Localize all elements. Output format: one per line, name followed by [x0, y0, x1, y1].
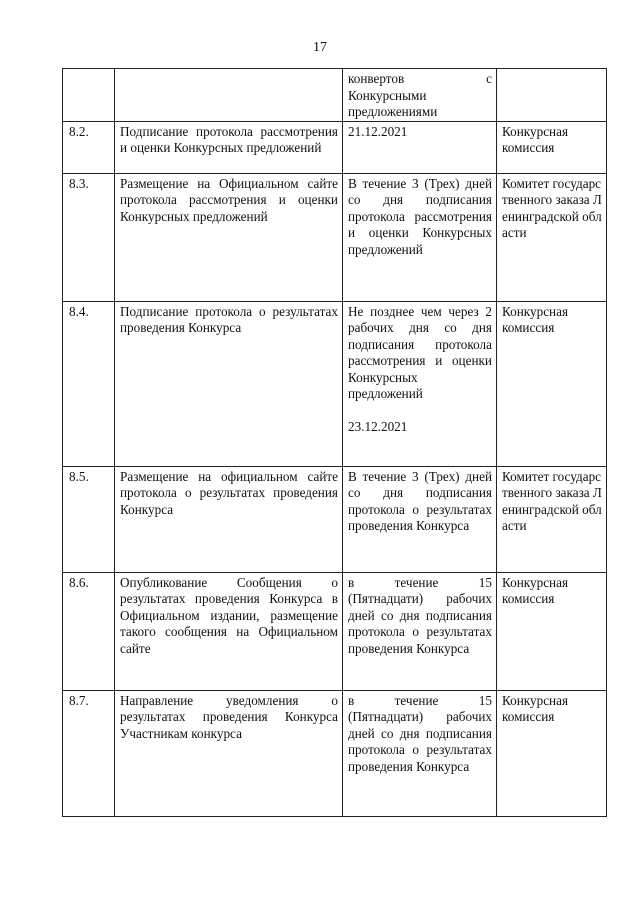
responsible-cell: Комитет государственного заказа Ленинградской области: [497, 173, 607, 301]
row-number: 8.4.: [63, 301, 115, 466]
deadline-cell: [343, 69, 497, 122]
row-number: 8.6.: [63, 572, 115, 690]
deadline-line: предложениями: [348, 104, 438, 119]
responsible-cell: Конкурсная комиссия: [497, 301, 607, 466]
event-cell: Размещение на официальном сайте протокола о результатах проведения Конкурса: [115, 466, 343, 572]
deadline-cell: в течение 15 (Пятнадцати) рабочих дней со дня подписания протокола о результатах проведения Конкурса: [343, 690, 497, 816]
row-number: [63, 69, 115, 122]
responsible-cell: Конкурсная комиссия: [497, 572, 607, 690]
event-cell: Подписание протокола рассмотрения и оценки Конкурсных предложений: [115, 121, 343, 173]
event-cell: Размещение на Официальном сайте протокола рассмотрения и оценки Конкурсных предложений: [115, 173, 343, 301]
table-row: [63, 121, 607, 173]
deadline-text: Не позднее чем через 2 рабочих дня со дня подписания протокола рассмотрения и оценки Конкурсных предложений: [348, 303, 492, 401]
deadline-cell: в течение 15 (Пятнадцати) рабочих дней со дня подписания протокола о результатах проведения Конкурса: [343, 572, 497, 690]
responsible-cell: Комитет государственного заказа Ленинградской области: [497, 466, 607, 572]
deadline-cell: 21.12.2021: [343, 121, 497, 173]
deadline-line: Конкурсными: [348, 87, 427, 103]
table-row: [63, 572, 607, 690]
deadline-cell: [343, 301, 497, 466]
deadline-date: 23.12.2021: [348, 418, 408, 434]
table-row: [63, 690, 607, 816]
row-number: 8.7.: [63, 690, 115, 816]
deadline-cell: В течение 3 (Трех) дней со дня подписания протокола о результатах проведения Конкурса: [343, 466, 497, 572]
page-number: 17: [313, 40, 327, 55]
event-cell: Подписание протокола о результатах проведения Конкурса: [115, 301, 343, 466]
row-number: 8.5.: [63, 466, 115, 572]
event-cell: [115, 69, 343, 122]
row-number: 8.2.: [63, 121, 115, 173]
responsible-cell: Конкурсная комиссия: [497, 690, 607, 816]
deadline-line: конвертов с: [348, 71, 492, 86]
schedule-table: [62, 68, 607, 817]
event-cell: Опубликование Сообщения о результатах проведения Конкурса в Официальном издании, размещение такого сообщения на Официальном сайте: [115, 572, 343, 690]
row-number: 8.3.: [63, 173, 115, 301]
table-row: [63, 466, 607, 572]
table-row: [63, 301, 607, 466]
responsible-cell: [497, 69, 607, 122]
deadline-cell: В течение 3 (Трех) дней со дня подписания протокола рассмотрения и оценки Конкурсных предложений: [343, 173, 497, 301]
event-cell: Направление уведомления о результатах проведения Конкурса Участникам конкурса: [115, 690, 343, 816]
table-row: [63, 69, 607, 122]
table-row: [63, 173, 607, 301]
responsible-cell: Конкурсная комиссия: [497, 121, 607, 173]
